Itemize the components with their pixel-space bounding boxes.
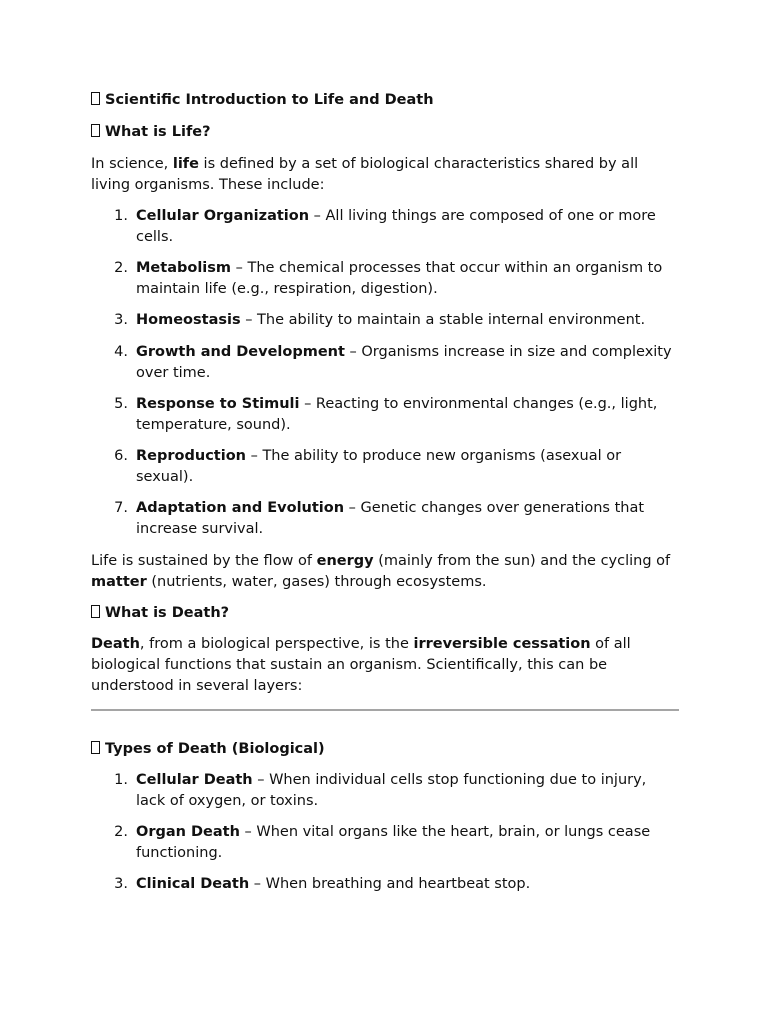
list-item xyxy=(91,310,679,331)
list-item-number: 3. xyxy=(114,876,128,892)
emoji-placeholder-icon xyxy=(91,605,100,618)
list-item-description: – All living things are composed of one or more cells. xyxy=(136,208,656,245)
list-item-number: 3. xyxy=(114,312,128,328)
life-intro-paragraph xyxy=(91,154,679,196)
death-definition-paragraph xyxy=(91,634,679,697)
list-item-term: Growth and Development xyxy=(136,344,345,360)
list-item-number: 7. xyxy=(114,500,128,516)
life-sustain-paragraph xyxy=(91,551,679,593)
types-heading xyxy=(91,739,679,760)
list-item xyxy=(91,342,679,384)
list-item-description: – When vital organs like the heart, brain, or lungs cease functioning. xyxy=(136,824,651,861)
document-title-text: Scientific Introduction to Life and Death xyxy=(105,92,434,108)
life-intro-pre: In science, xyxy=(91,156,173,172)
list-item-number: 6. xyxy=(114,448,128,464)
death-text-1: , from a biological perspective, is the xyxy=(139,636,414,652)
list-item-number: 4. xyxy=(114,344,128,360)
list-item-term: Organ Death xyxy=(136,824,240,840)
sustain-bold-matter: matter xyxy=(91,574,147,590)
emoji-placeholder-icon xyxy=(91,741,100,754)
list-item xyxy=(91,498,679,540)
section-divider xyxy=(91,709,679,711)
life-intro-post: is defined by a set of biological characteristics shared by all living organisms. These include: xyxy=(91,156,639,193)
list-item-number: 2. xyxy=(114,260,128,276)
list-item-number: 5. xyxy=(114,396,128,412)
list-item xyxy=(91,446,679,488)
list-item-number: 1. xyxy=(114,772,128,788)
list-item-number: 1. xyxy=(114,208,128,224)
list-item-description: – When individual cells stop functioning due to injury, lack of oxygen, or toxins. xyxy=(136,772,647,809)
list-item xyxy=(91,874,679,895)
document-title xyxy=(91,90,679,111)
list-item-description: – Reacting to environmental changes (e.g., light, temperature, sound). xyxy=(136,396,658,433)
list-item-term: Cellular Death xyxy=(136,772,253,788)
life-heading xyxy=(91,122,679,143)
death-types-list xyxy=(91,770,679,895)
life-heading-text: What is Life? xyxy=(105,124,211,140)
types-heading-text: Types of Death (Biological) xyxy=(105,741,325,757)
emoji-placeholder-icon xyxy=(91,124,100,137)
death-bold-term: Death xyxy=(91,636,140,652)
list-item xyxy=(91,822,679,864)
list-item-term: Homeostasis xyxy=(136,312,241,328)
list-item xyxy=(91,770,679,812)
list-item-description: – The ability to produce new organisms (asexual or sexual). xyxy=(136,448,622,485)
death-heading xyxy=(91,603,679,624)
life-characteristics-list xyxy=(91,206,679,540)
list-item xyxy=(91,206,679,248)
list-item-description: – Genetic changes over generations that increase survival. xyxy=(136,500,645,537)
life-intro-bold: life xyxy=(172,156,199,172)
sustain-bold-energy: energy xyxy=(316,553,374,569)
list-item-description: – The ability to maintain a stable internal environment. xyxy=(240,312,646,328)
list-item xyxy=(91,394,679,436)
sustain-text-1: Life is sustained by the flow of xyxy=(91,553,317,569)
death-text-2: of all biological functions that sustain an organism. Scientifically, this can be understood in several layers: xyxy=(91,636,631,694)
list-item-description: – Organisms increase in size and complexity over time. xyxy=(136,344,672,381)
emoji-placeholder-icon xyxy=(91,92,100,105)
list-item-term: Metabolism xyxy=(136,260,232,276)
document-body xyxy=(91,90,679,895)
death-heading-text: What is Death? xyxy=(105,605,230,621)
list-item-term: Cellular Organization xyxy=(136,208,310,224)
sustain-text-2: (mainly from the sun) and the cycling of xyxy=(373,553,671,569)
list-item-description: – When breathing and heartbeat stop. xyxy=(249,876,531,892)
sustain-text-3: (nutrients, water, gases) through ecosystems. xyxy=(146,574,487,590)
list-item-description: – The chemical processes that occur within an organism to maintain life (e.g., respiration, digestion). xyxy=(136,260,663,297)
death-bold-phrase: irreversible cessation xyxy=(413,636,591,652)
list-item-term: Adaptation and Evolution xyxy=(136,500,345,516)
list-item-term: Response to Stimuli xyxy=(136,396,300,412)
list-item-term: Reproduction xyxy=(136,448,246,464)
list-item-term: Clinical Death xyxy=(136,876,250,892)
list-item xyxy=(91,258,679,300)
list-item-number: 2. xyxy=(114,824,128,840)
